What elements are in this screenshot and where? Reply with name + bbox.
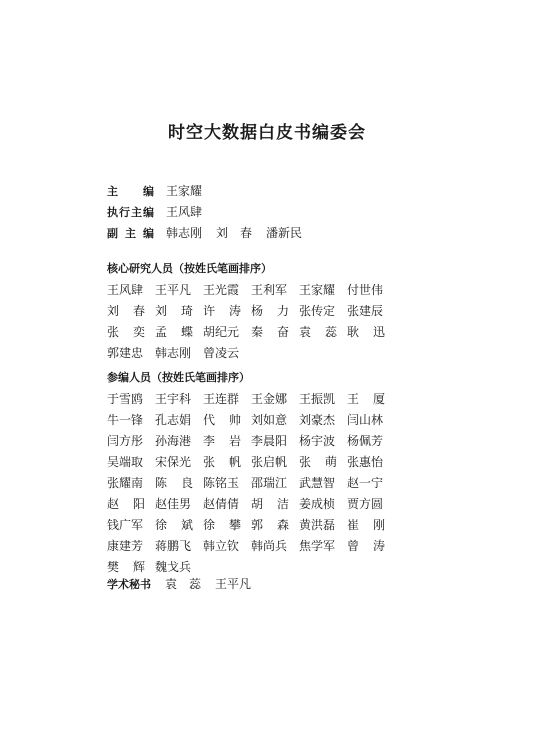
participants-grid [107, 389, 395, 578]
person-name: 王金娜 [251, 392, 288, 406]
person-name: 武慧智 [299, 476, 336, 490]
person-name: 刘 琦 [155, 304, 193, 318]
person-name: 王连群 [203, 392, 240, 406]
role-row [107, 181, 316, 202]
person-name: 杨宇波 [299, 434, 336, 448]
role-row [107, 202, 316, 223]
role-label [107, 202, 154, 223]
person-name: 贾方圆 [347, 497, 384, 511]
person-name: 徐 斌 [155, 518, 193, 532]
person-name: 代 帅 [203, 413, 241, 427]
participants-section [107, 367, 395, 578]
person-name: 魏戈兵 [155, 560, 192, 574]
person-name: 曾 涛 [347, 539, 385, 553]
person-name: 张惠怡 [347, 455, 384, 469]
person-name: 张 帆 [203, 455, 241, 469]
page-title: 时空大数据白皮书编委会 [168, 123, 366, 143]
person-name: 闫山林 [347, 413, 384, 427]
person-name: 刘豪杰 [299, 413, 336, 427]
person-name: 康建芳 [107, 539, 144, 553]
person-name: 韩志刚 [155, 346, 192, 360]
person-name: 郭 森 [251, 518, 289, 532]
person-name: 王平凡 [155, 283, 192, 297]
person-name: 陈 良 [155, 476, 193, 490]
person-name: 宋保光 [155, 455, 192, 469]
academic-secretary [107, 574, 265, 595]
person-name: 陈铭玉 [203, 476, 240, 490]
person-name: 邵瑞江 [251, 476, 288, 490]
person-name: 樊 辉 [107, 560, 145, 574]
person-name: 王利军 [251, 283, 288, 297]
core-researchers-title: 核心研究人员（按姓氏笔画排序） [107, 262, 272, 275]
role-names [166, 181, 216, 202]
person-name: 王平凡 [215, 577, 252, 591]
person-name: 王光霞 [203, 283, 240, 297]
person-name: 袁 蕊 [165, 577, 202, 591]
role-label-char: 编 [143, 206, 154, 219]
person-name: 张 奕 [107, 325, 145, 339]
person-name: 于雪鸥 [107, 392, 144, 406]
role-label-char: 编 [143, 227, 154, 240]
role-label [107, 181, 154, 202]
core-researchers-section [107, 258, 395, 364]
role-label-char: 主 [131, 206, 142, 219]
person-name: 李晨阳 [251, 434, 288, 448]
person-name: 曾凌云 [203, 346, 240, 360]
person-name: 徐 攀 [203, 518, 241, 532]
person-name: 潘新民 [266, 226, 303, 240]
person-name: 袁 蕊 [299, 325, 337, 339]
person-name: 张建辰 [347, 304, 384, 318]
person-name: 赵 阳 [107, 497, 145, 511]
participants-title: 参编人员（按姓氏笔画排序） [107, 371, 250, 384]
person-name: 刘 春 [107, 304, 145, 318]
person-name: 赵一宁 [347, 476, 384, 490]
role-label-char: 编 [143, 185, 154, 198]
person-name: 孙海港 [155, 434, 192, 448]
role-label-char: 副 [107, 227, 118, 240]
person-name: 闫方彤 [107, 434, 144, 448]
person-name: 焦学军 [299, 539, 336, 553]
role-label-char: 执 [107, 206, 118, 219]
person-name: 王 厦 [347, 392, 385, 406]
person-name: 韩志刚 [166, 226, 203, 240]
person-name: 郭建忠 [107, 346, 144, 360]
person-name: 张 萌 [299, 455, 337, 469]
person-name: 孔志娟 [155, 413, 192, 427]
person-name: 韩尚兵 [251, 539, 288, 553]
role-label-char: 行 [119, 206, 130, 219]
person-name: 刘如意 [251, 413, 288, 427]
person-name: 韩立钦 [203, 539, 240, 553]
person-name: 付世伟 [347, 283, 384, 297]
editor-roles [107, 181, 316, 244]
person-name: 蒋鹏飞 [155, 539, 192, 553]
role-label-char: 主 [125, 227, 136, 240]
person-name: 孟 蝶 [155, 325, 193, 339]
person-name: 王家耀 [299, 283, 336, 297]
secretary-names [165, 574, 265, 595]
person-name: 张耀南 [107, 476, 144, 490]
person-name: 秦 奋 [251, 325, 289, 339]
person-name: 王振凯 [299, 392, 336, 406]
role-label-char: 主 [107, 185, 118, 198]
person-name: 王宇科 [155, 392, 192, 406]
person-name: 刘 春 [216, 226, 253, 240]
person-name: 李 岩 [203, 434, 241, 448]
person-name: 吴端取 [107, 455, 144, 469]
person-name: 胡纪元 [203, 325, 240, 339]
person-name: 赵佳男 [155, 497, 192, 511]
core-researchers-grid [107, 280, 395, 364]
secretary-label: 学术秘书 [107, 578, 151, 591]
person-name: 胡 洁 [251, 497, 289, 511]
person-name: 姜成桢 [299, 497, 336, 511]
person-name: 王家耀 [166, 184, 203, 198]
role-names [166, 202, 216, 223]
person-name: 钱广军 [107, 518, 144, 532]
role-label [107, 223, 154, 244]
person-name: 王风肆 [166, 205, 203, 219]
person-name: 张传定 [299, 304, 336, 318]
person-name: 张启帆 [251, 455, 288, 469]
person-name: 牛一锋 [107, 413, 144, 427]
role-row [107, 223, 316, 244]
person-name: 赵倩倩 [203, 497, 240, 511]
person-name: 许 涛 [203, 304, 241, 318]
person-name: 杨 力 [251, 304, 289, 318]
person-name: 黄洪磊 [299, 518, 336, 532]
person-name: 杨佩芳 [347, 434, 384, 448]
role-names [166, 223, 316, 244]
person-name: 崔 刚 [347, 518, 385, 532]
person-name: 耿 迅 [347, 325, 385, 339]
person-name: 王风肆 [107, 283, 144, 297]
